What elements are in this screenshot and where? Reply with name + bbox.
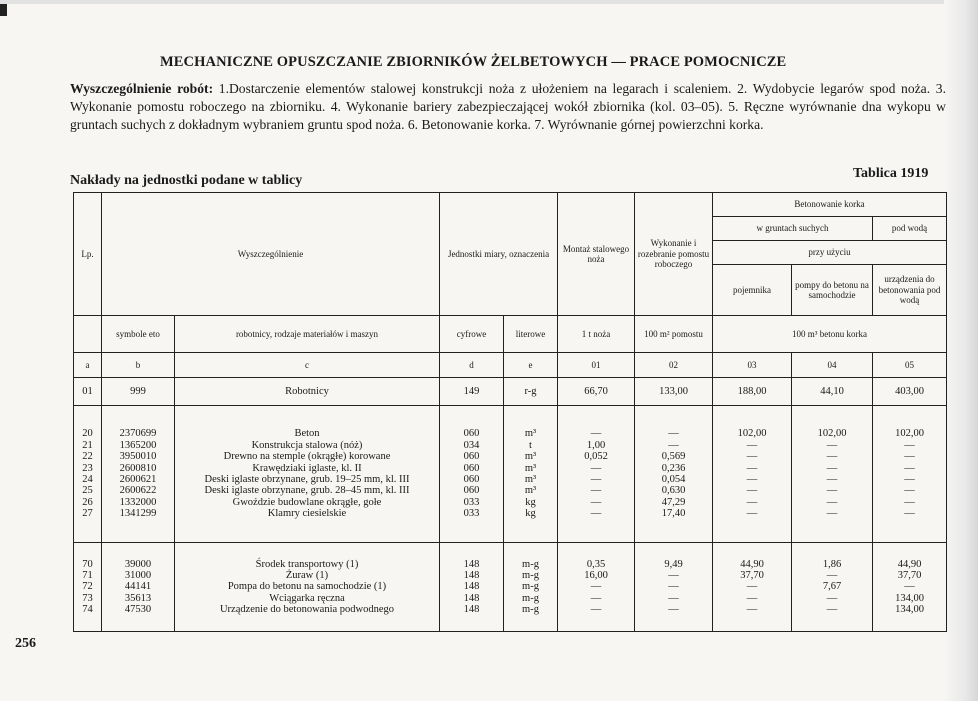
cell-line: 133,00: [659, 385, 688, 397]
cell-line: m-g: [522, 558, 539, 570]
cell-line: 0,052: [584, 451, 608, 463]
cell-line: —: [904, 581, 915, 593]
cell-line: Deski iglaste obrzynane, grub. 19–25 mm, kl. III: [204, 474, 410, 485]
cell-line: 0,236: [661, 462, 686, 474]
lp-cell: [74, 406, 102, 543]
cell-line: —: [590, 604, 602, 616]
cell-line: 2600621: [119, 474, 157, 485]
cell-line: Środek transportowy (1): [255, 558, 359, 570]
header-symbole: symbole eto: [102, 316, 175, 353]
page-number: 256: [15, 636, 36, 651]
cell-line: 034: [463, 439, 480, 451]
cell-line: —: [590, 581, 602, 593]
cell-line: —: [746, 451, 758, 463]
cell-line: 060: [463, 462, 480, 474]
header-w-gruntach: w gruntach suchych: [713, 217, 873, 241]
cell-line: 66,70: [584, 385, 608, 397]
column-letter: 01: [558, 353, 635, 378]
cell-line: 22: [82, 451, 93, 463]
cell-line: Wciągarka ręczna: [269, 592, 345, 604]
cell-line: 1,86: [822, 558, 842, 570]
cell-line: —: [590, 496, 602, 508]
cell-line: 26: [82, 496, 93, 508]
name-cell: [175, 406, 440, 543]
group-robotnicy: [74, 378, 947, 406]
cell-line: 148: [463, 604, 480, 616]
cell-line: m³: [524, 462, 537, 474]
header-lp: Lp.: [74, 193, 102, 316]
cell-line: Krawędziaki iglaste, kl. II: [252, 462, 362, 474]
cell-line: 033: [463, 508, 480, 520]
cell-line: m³: [524, 451, 537, 463]
cell-line: 148: [463, 592, 480, 604]
cell-line: m-g: [522, 604, 539, 616]
unit-cell: [504, 406, 558, 543]
code-cell: [440, 543, 504, 632]
cell-line: 25: [82, 485, 93, 497]
cell-line: 44141: [124, 581, 152, 593]
cell-line: 21: [82, 439, 93, 451]
cell-line: 2600622: [119, 485, 157, 497]
header-urzadzenia: urządzenia do betonowania pod wodą: [873, 265, 947, 316]
cell-line: 73: [82, 592, 93, 604]
symbol-cell: [102, 378, 175, 406]
column-letter: c: [175, 353, 440, 378]
header-wykonanie: Wykonanie i rozebranie pomostu roboczego: [635, 193, 713, 316]
value-cell: [873, 406, 947, 543]
cell-line: m³: [524, 474, 537, 485]
cell-line: m-g: [522, 569, 539, 581]
cell-line: 1,00: [586, 439, 606, 451]
cell-line: m³: [524, 428, 537, 440]
cell-line: 71: [82, 569, 93, 581]
cell-line: —: [904, 439, 915, 451]
cell-line: —: [590, 474, 602, 485]
cell-line: 060: [463, 428, 480, 440]
cell-line: —: [746, 474, 758, 485]
cell-line: —: [826, 451, 838, 463]
cell-line: —: [904, 474, 915, 485]
lp-cell: [74, 378, 102, 406]
cell-line: Robotnicy: [285, 385, 329, 397]
cell-line: —: [826, 604, 838, 616]
cell-line: —: [668, 604, 679, 616]
cell-line: 01: [82, 385, 93, 397]
unit-cell: [504, 378, 558, 406]
cell-line: 0,569: [661, 451, 686, 463]
header-lp-blank: [74, 316, 102, 353]
cell-line: —: [826, 496, 838, 508]
cell-line: kg: [525, 496, 536, 508]
header-t-noza: 1 t noża: [558, 316, 635, 353]
cell-line: Beton: [294, 428, 320, 440]
cell-line: m³: [524, 485, 537, 497]
value-cell: [635, 406, 713, 543]
cell-line: 148: [463, 581, 480, 593]
header-literowe: literowe: [504, 316, 558, 353]
cell-line: —: [904, 496, 915, 508]
value-cell: [713, 406, 792, 543]
header-jednostki: Jednostki miary, oznaczenia: [440, 193, 558, 316]
cell-line: —: [746, 604, 758, 616]
work-description: [70, 80, 946, 134]
cell-line: —: [590, 508, 602, 520]
cell-line: Klamry ciesielskie: [267, 508, 347, 520]
cell-line: —: [668, 428, 679, 440]
cell-line: 70: [82, 558, 93, 570]
cell-line: —: [668, 569, 679, 581]
cell-line: r-g: [524, 385, 537, 397]
cell-line: 102,00: [895, 428, 924, 440]
cell-line: 39000: [124, 558, 152, 570]
cell-line: —: [746, 485, 758, 497]
cell-line: —: [746, 496, 758, 508]
cell-line: 16,00: [584, 569, 608, 581]
scan-mark: [0, 4, 7, 16]
cell-line: 2370699: [119, 428, 157, 440]
unit-cell: [504, 543, 558, 632]
cell-line: —: [826, 439, 838, 451]
cell-line: —: [826, 462, 838, 474]
cell-line: —: [904, 462, 915, 474]
value-cell: [558, 543, 635, 632]
group-materialy: [74, 406, 947, 543]
cell-line: 31000: [124, 569, 152, 581]
cell-line: 24: [82, 474, 93, 485]
cell-line: 44,90: [740, 558, 764, 570]
cell-line: 102,00: [737, 428, 767, 440]
value-cell: [713, 543, 792, 632]
column-letter: 03: [713, 353, 792, 378]
cell-line: 23: [82, 462, 93, 474]
column-letter: a: [74, 353, 102, 378]
cell-line: 2600810: [119, 462, 157, 474]
cell-line: 44,10: [820, 385, 844, 397]
cell-line: —: [826, 508, 838, 520]
cell-line: 37,70: [740, 569, 764, 581]
code-cell: [440, 378, 504, 406]
header-betonowanie: Betonowanie korka: [713, 193, 947, 217]
cell-line: 033: [463, 496, 480, 508]
work-description-label: Wyszczególnienie robót:: [70, 81, 214, 96]
column-letter: 02: [635, 353, 713, 378]
cell-line: t: [529, 439, 532, 451]
table-lead: Nakłady na jednostki podane w tablicy: [70, 173, 303, 188]
header-wyszczegolnienie: Wyszczególnienie: [102, 193, 440, 316]
cell-line: —: [668, 439, 679, 451]
cell-line: 1341299: [119, 508, 157, 520]
column-letter: b: [102, 353, 175, 378]
cell-line: —: [590, 592, 602, 604]
cell-line: —: [668, 581, 679, 593]
cell-line: 47,29: [661, 496, 686, 508]
page-title: MECHANICZNE OPUSZCZANIE ZBIORNIKÓW ŻELBETOWYCH — PRACE POMOCNICZE: [160, 54, 787, 70]
value-cell: [635, 543, 713, 632]
cell-line: 72: [82, 581, 93, 593]
cell-line: 060: [463, 474, 480, 485]
column-letter: e: [504, 353, 558, 378]
name-cell: [175, 378, 440, 406]
header-cyfrowe: cyfrowe: [440, 316, 504, 353]
column-letter: 04: [792, 353, 873, 378]
cell-line: —: [826, 569, 838, 581]
cell-line: —: [746, 508, 758, 520]
header-pompy: pompy do betonu na samochodzie: [792, 265, 873, 316]
cell-line: 17,40: [661, 508, 686, 520]
cell-line: 148: [463, 558, 480, 570]
cell-line: 134,00: [895, 604, 924, 616]
cell-line: 148: [463, 569, 480, 581]
cell-line: Konstrukcja stalowa (nóż): [251, 439, 363, 451]
column-letter: 05: [873, 353, 947, 378]
cell-line: 74: [82, 604, 93, 616]
symbol-cell: [102, 406, 175, 543]
value-cell: [873, 378, 947, 406]
cell-line: kg: [525, 508, 536, 520]
norms-table: [73, 192, 947, 632]
cell-line: —: [590, 462, 602, 474]
cell-line: 7,67: [822, 581, 842, 593]
header-betonu: 100 m³ betonu korka: [713, 316, 947, 353]
header-robotnicy: robotnicy, rodzaje materiałów i maszyn: [175, 316, 440, 353]
cell-line: 1365200: [119, 439, 157, 451]
cell-line: 44,90: [897, 558, 922, 570]
cell-line: 0,630: [661, 485, 686, 497]
cell-line: 188,00: [737, 385, 767, 397]
cell-line: —: [590, 485, 602, 497]
cell-line: —: [826, 485, 838, 497]
cell-line: 9,49: [664, 558, 683, 570]
header-przy-uzyciu: przy użyciu: [713, 241, 947, 265]
value-cell: [792, 543, 873, 632]
value-cell: [792, 406, 873, 543]
header-montaz: Montaż stalowego noża: [558, 193, 635, 316]
symbol-cell: [102, 543, 175, 632]
cell-line: —: [746, 592, 758, 604]
cell-line: —: [904, 485, 915, 497]
cell-line: 403,00: [895, 385, 924, 397]
value-cell: [558, 406, 635, 543]
group-maszyny: [74, 543, 947, 632]
cell-line: —: [668, 592, 679, 604]
cell-line: 149: [463, 385, 480, 397]
cell-line: Deski iglaste obrzynane, grub. 28–45 mm, kl. III: [204, 485, 410, 497]
value-cell: [792, 378, 873, 406]
cell-line: 1332000: [119, 496, 157, 508]
value-cell: [558, 378, 635, 406]
cell-line: 35613: [124, 592, 152, 604]
table-number: Tablica 1919: [853, 166, 929, 181]
column-letter: d: [440, 353, 504, 378]
page-top-edge: [0, 0, 978, 4]
cell-line: 3950010: [119, 451, 157, 463]
cell-line: Pompa do betonu na samochodzie (1): [227, 581, 387, 593]
header-pod-woda: pod wodą: [873, 217, 947, 241]
cell-line: Drewno na stemple (okrągłe) korowane: [223, 451, 391, 463]
value-cell: [635, 378, 713, 406]
cell-line: —: [904, 451, 915, 463]
cell-line: m-g: [522, 592, 539, 604]
cell-line: 37,70: [897, 569, 922, 581]
value-cell: [873, 543, 947, 632]
cell-line: 060: [463, 451, 480, 463]
cell-line: m-g: [522, 581, 539, 593]
header-pojemnika: pojemnika: [713, 265, 792, 316]
cell-line: —: [746, 581, 758, 593]
cell-line: —: [590, 428, 602, 440]
cell-line: 20: [82, 428, 93, 440]
cell-line: Gwoździe budowlane okrągłe, gołe: [232, 496, 382, 508]
cell-line: 47530: [124, 604, 152, 616]
cell-line: Żuraw (1): [285, 569, 329, 581]
cell-line: 999: [130, 385, 146, 397]
name-cell: [175, 543, 440, 632]
cell-line: —: [826, 474, 838, 485]
cell-line: 0,054: [661, 474, 686, 485]
code-cell: [440, 406, 504, 543]
cell-line: —: [904, 508, 915, 520]
cell-line: Urządzenie do betonowania podwodnego: [219, 604, 395, 616]
cell-line: 134,00: [895, 592, 924, 604]
work-description-text: 1.Dostarczenie elementów stalowej konstrukcji noża z ułożeniem na legarach i scaleniem. 2. Wydobycie legarów spod noża. 3. Wykonanie pomostu roboczego na zbiorniku. 4. Wykonanie bariery zabezpieczającej wokół zbiornika (kol. 03–05). 5. Ręczne wyrównanie dna wykopu w gruntach suchych z dokładnym wybraniem gruntu spod noża. 6. Betonowanie korka. 7. Wyrównanie górnej powierzchni korka.: [70, 81, 946, 132]
lp-cell: [74, 543, 102, 632]
cell-line: 102,00: [817, 428, 847, 440]
page-right-edge: [944, 0, 978, 701]
cell-line: 0,35: [586, 558, 606, 570]
cell-line: 27: [82, 508, 93, 520]
header-pomostu: 100 m² pomostu: [635, 316, 713, 353]
value-cell: [713, 378, 792, 406]
cell-line: 060: [463, 485, 480, 497]
cell-line: —: [826, 592, 838, 604]
cell-line: —: [746, 439, 758, 451]
cell-line: —: [746, 462, 758, 474]
